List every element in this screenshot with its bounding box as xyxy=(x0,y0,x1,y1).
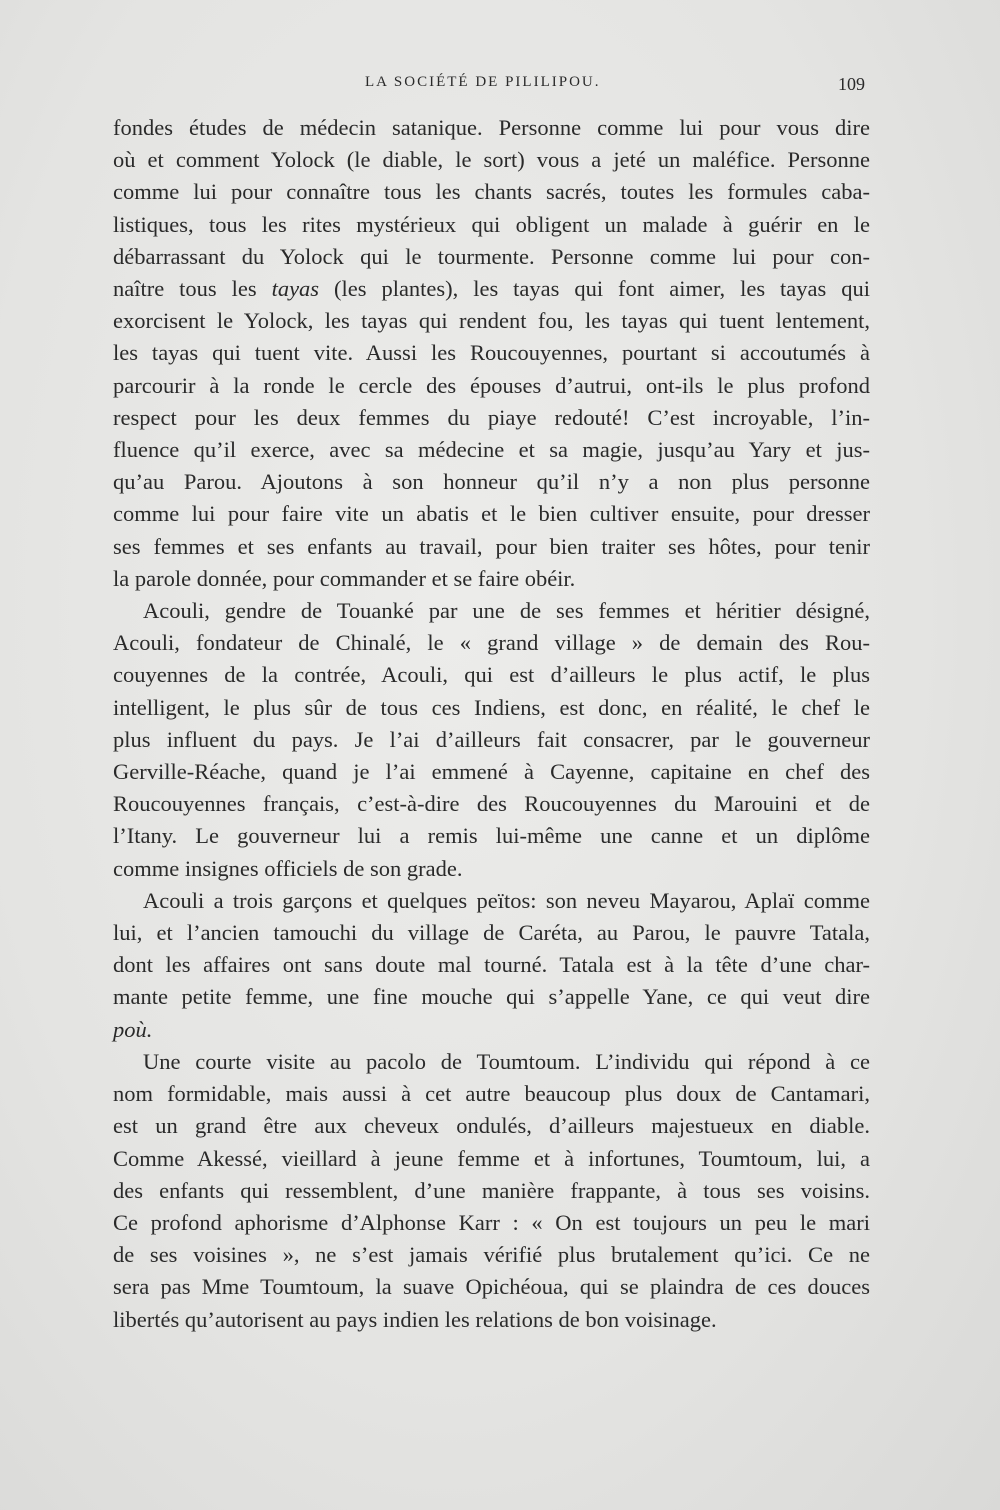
text-line: libertés qu’autorisent au pays indien les relations de bon voisinage. xyxy=(113,1306,717,1332)
text-line: respect pour les deux femmes du piaye redouté! C’est incroyable, l’in- xyxy=(113,404,870,430)
text-line: des enfants qui ressemblent, d’une manière frappante, à tous ses voisins. xyxy=(113,1177,870,1203)
text-line: débarrassant du Yolock qui le tourmente. Personne comme lui pour con- xyxy=(113,243,870,269)
text-line: sera pas Mme Toumtoum, la suave Opichéoua, qui se plaindra de ces douces xyxy=(113,1274,870,1300)
paragraph xyxy=(113,885,870,1046)
text-line: Gerville-Réache, quand je l’ai emmené à Cayenne, capitaine en chef des xyxy=(113,759,870,785)
text-line: de ses voisines », ne s’est jamais vérifié plus brutalement qu’ici. Ce ne xyxy=(113,1242,870,1268)
text-line: Acouli, gendre de Touanké par une de ses femmes et héritier désigné, xyxy=(143,598,870,624)
text-line: Comme Akessé, vieillard à jeune femme et à infortunes, Toumtoum, lui, a xyxy=(113,1145,870,1171)
paragraph xyxy=(113,112,870,595)
text-line: Ce profond aphorisme d’Alphonse Karr : « On est toujours un peu le mari xyxy=(113,1209,870,1235)
text-body xyxy=(113,112,870,1336)
text-line: couyennes de la contrée, Acouli, qui est d’ailleurs le plus actif, le plus xyxy=(113,662,870,688)
text-line: listiques, tous les rites mystérieux qui obligent un malade à guérir en le xyxy=(113,211,870,237)
text-line: fluence qu’il exerce, avec sa médecine et sa magie, jusqu’au Yary et jus- xyxy=(113,437,870,463)
text-line: Acouli a trois garçons et quelques peïtos: son neveu Mayarou, Aplaï comme xyxy=(143,887,870,913)
chapter-title: LA SOCIÉTÉ DE PILILIPOU. xyxy=(365,74,601,90)
text-line: lui, et l’ancien tamouchi du village de Caréta, au Parou, le pauvre Tatala, xyxy=(113,920,870,946)
text-line: comme lui pour connaître tous les chants sacrés, toutes les formules caba- xyxy=(113,179,870,205)
paragraph xyxy=(113,595,870,885)
text-line: Une courte visite au pacolo de Toumtoum. L’individu qui répond à ce xyxy=(143,1048,870,1074)
page-number: 109 xyxy=(838,74,865,94)
text-line: fondes études de médecin satanique. Personne comme lui pour vous dire xyxy=(113,115,870,140)
paragraph xyxy=(113,1046,870,1336)
text-line xyxy=(113,1014,870,1046)
text-line: exorcisent le Yolock, les tayas qui rendent fou, les tayas qui tuent lentement, xyxy=(113,308,870,334)
text-line: la parole donnée, pour commander et se faire obéir. xyxy=(113,565,576,591)
text-line: l’Itany. Le gouverneur lui a remis lui-même une canne et un diplôme xyxy=(113,823,870,849)
text-line: parcourir à la ronde le cercle des épouses d’autrui, ont-ils le plus profond xyxy=(113,372,870,398)
text-line: naître tous les tayas (les plantes), les tayas qui font aimer, les tayas qui xyxy=(113,276,870,302)
text-line: où et comment Yolock (le diable, le sort) vous a jeté un maléfice. Personne xyxy=(113,147,870,173)
text-line: intelligent, le plus sûr de tous ces Indiens, est donc, en réalité, le chef le xyxy=(113,694,870,720)
text-line: qu’au Parou. Ajoutons à son honneur qu’il n’y a non plus personne xyxy=(113,469,870,495)
text-line: nom formidable, mais aussi à cet autre beaucoup plus doux de Cantamari, xyxy=(113,1081,870,1107)
text-line: est un grand être aux cheveux ondulés, d’ailleurs majestueux en diable. xyxy=(113,1113,870,1139)
text-line: Acouli, fondateur de Chinalé, le « grand village » de demain des Rou- xyxy=(113,630,870,656)
text-line: Roucouyennes français, c’est-à-dire des Roucouyennes du Marouini et de xyxy=(113,791,870,817)
text-line: ses femmes et ses enfants au travail, pour bien traiter ses hôtes, pour tenir xyxy=(113,533,870,559)
text-line: mante petite femme, une fine mouche qui s’appelle Yane, ce qui veut dire xyxy=(113,984,870,1010)
text-line: plus influent du pays. Je l’ai d’ailleurs fait consacrer, par le gouverneur xyxy=(113,726,870,752)
text-line: dont les affaires ont sans doute mal tourné. Tatala est à la tête d’une char- xyxy=(113,952,870,978)
italic-word: poù. xyxy=(113,1016,153,1042)
running-head xyxy=(0,74,1000,100)
text-line: comme lui pour faire vite un abatis et le bien cultiver ensuite, pour dresser xyxy=(113,501,870,527)
text-line: comme insignes officiels de son grade. xyxy=(113,855,463,881)
italic-word: tayas xyxy=(271,276,320,302)
text-line: les tayas qui tuent vite. Aussi les Roucouyennes, pourtant si accoutumés à xyxy=(113,340,870,366)
